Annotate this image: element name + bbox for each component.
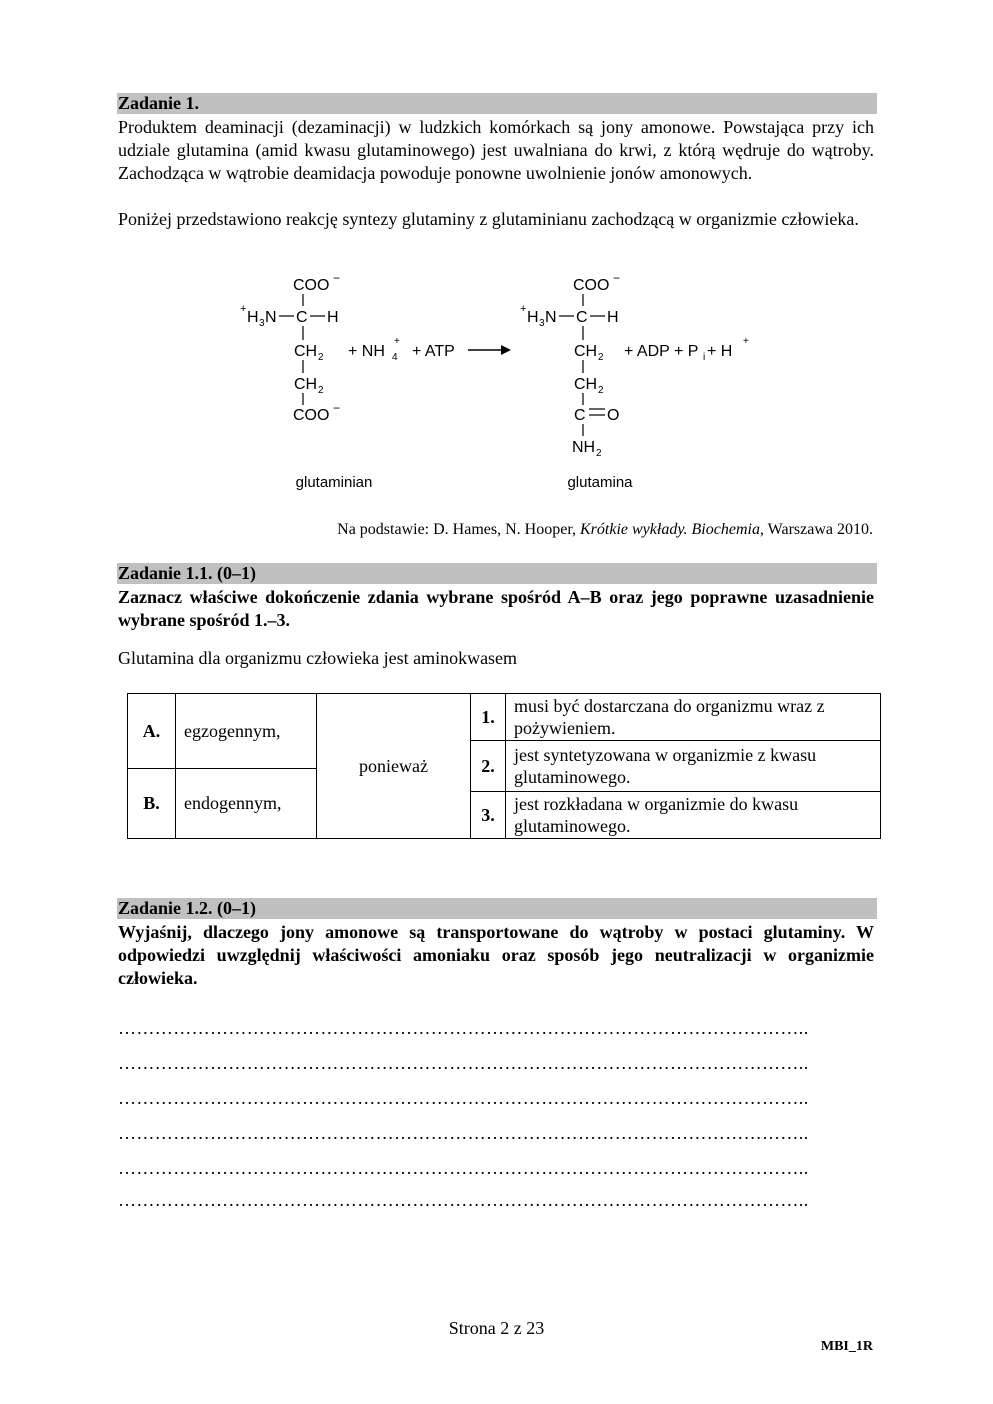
answer-line[interactable]: ………………………………………………………………………………………………….. [118, 1158, 809, 1178]
glutamate-structure [240, 271, 340, 424]
task1-2-heading: Zadanie 1.2. (0–1) [117, 898, 877, 919]
glutamine-label: glutamina [567, 474, 633, 491]
svg-text:2: 2 [596, 448, 602, 459]
glutamine-structure [520, 271, 620, 459]
svg-text:2: 2 [318, 352, 324, 363]
svg-text:COO: COO [293, 277, 330, 294]
svg-text:CH: CH [294, 376, 318, 393]
svg-text:+: + [240, 303, 247, 315]
svg-text:i: i [703, 352, 706, 363]
svg-text:NH: NH [572, 439, 596, 456]
reason-1-number[interactable]: 1. [471, 694, 506, 741]
svg-text:+ H: + H [707, 343, 733, 360]
answer-choice-table [127, 693, 881, 839]
svg-text:−: − [333, 271, 341, 285]
answer-line[interactable]: ………………………………………………………………………………………………….. [118, 1088, 809, 1108]
reason-3-number[interactable]: 3. [471, 792, 506, 839]
svg-text:2: 2 [318, 385, 324, 396]
svg-text:O: O [607, 407, 620, 424]
svg-text:CH: CH [294, 343, 318, 360]
reason-2-number[interactable]: 2. [471, 741, 506, 792]
svg-text:N: N [545, 309, 557, 326]
answer-line[interactable]: ………………………………………………………………………………………………….. [118, 1123, 809, 1143]
option-a-letter[interactable]: A. [128, 694, 176, 769]
reason-3-text[interactable]: jest rozkładana w organizmie do kwasu glutaminowego. [506, 792, 881, 839]
svg-text:3: 3 [259, 318, 265, 329]
svg-text:C: C [574, 407, 586, 424]
svg-text:−: − [613, 271, 621, 285]
reason-2-text[interactable]: jest syntetyzowana w organizmie z kwasu glutaminowego. [506, 741, 881, 792]
svg-text:+ ATP: + ATP [412, 343, 455, 360]
task1-1-heading: Zadanie 1.1. (0–1) [117, 563, 877, 584]
svg-text:4: 4 [392, 352, 398, 363]
svg-text:N: N [265, 309, 277, 326]
svg-text:CH: CH [574, 343, 598, 360]
svg-text:2: 2 [598, 385, 604, 396]
task1-intro-paragraph: Produktem deaminacji (dezaminacji) w ludzkich komórkach są jony amonowe. Powstająca przy ich udziale glutamina (amid kwasu glutaminowego) jest uwalniana do krwi, z którą wędruje do wątroby. Zachodząca w wątrobie deamidacja powoduje ponowne uwolnienie jonów amonowych. [118, 117, 874, 183]
reaction-arrow [468, 345, 511, 355]
option-b-letter[interactable]: B. [128, 769, 176, 839]
exam-code: MBI_1R [820, 1339, 873, 1354]
svg-text:2: 2 [598, 352, 604, 363]
task1-2-instruction: Wyjaśnij, dlaczego jony amonowe są transportowane do wątroby w postaci glutaminy. W odpowiedzi uwzględnij właściwości amoniaku oraz sposób jego neutralizacji w organizmie człowieka. [118, 922, 874, 988]
svg-text:COO: COO [293, 407, 330, 424]
svg-text:C: C [296, 309, 308, 326]
glutamate-label: glutaminian [295, 474, 373, 491]
connector-text: ponieważ [317, 694, 471, 839]
task1-intro-paragraph-2: Poniżej przedstawiono reakcję syntezy glutaminy z glutaminianu zachodzącą w organizmie człowieka. [118, 209, 859, 229]
task1-heading: Zadanie 1. [117, 93, 877, 114]
svg-text:+ ADP + P: + ADP + P [624, 343, 699, 360]
svg-text:+ NH: + NH [348, 343, 385, 360]
products [624, 336, 749, 363]
svg-text:3: 3 [539, 318, 545, 329]
reagents [348, 336, 455, 363]
task1-1-instruction: Zaznacz właściwe dokończenie zdania wybrane spośród A–B oraz jego poprawne uzasadnienie wybrane spośród 1.–3. [118, 587, 874, 630]
svg-text:+: + [394, 336, 400, 347]
answer-line[interactable]: ………………………………………………………………………………………………….. [118, 1018, 809, 1038]
answer-line[interactable]: ………………………………………………………………………………………………….. [118, 1053, 809, 1073]
task1-1-stem: Glutamina dla organizmu człowieka jest aminokwasem [118, 648, 518, 668]
svg-text:−: − [333, 401, 341, 415]
page-number: Strona 2 z 23 [448, 1318, 545, 1338]
svg-text:COO: COO [573, 277, 610, 294]
svg-text:+: + [743, 336, 749, 347]
svg-text:C: C [576, 309, 588, 326]
svg-text:H: H [607, 309, 619, 326]
svg-text:H: H [247, 309, 259, 326]
source-citation: Na podstawie: D. Hames, N. Hooper, Krótkie wykłady. Biochemia, Warszawa 2010. [337, 521, 873, 538]
svg-text:+: + [520, 303, 527, 315]
svg-text:CH: CH [574, 376, 598, 393]
option-a-text[interactable]: egzogennym, [176, 694, 317, 769]
svg-text:H: H [327, 309, 339, 326]
option-b-text[interactable]: endogennym, [176, 769, 317, 839]
answer-line[interactable]: ………………………………………………………………………………………………….. [118, 1190, 809, 1210]
reason-1-text[interactable]: musi być dostarczana do organizmu wraz z pożywieniem. [506, 694, 881, 741]
svg-text:H: H [527, 309, 539, 326]
glutamine-synthesis-reaction-diagram [0, 0, 993, 520]
